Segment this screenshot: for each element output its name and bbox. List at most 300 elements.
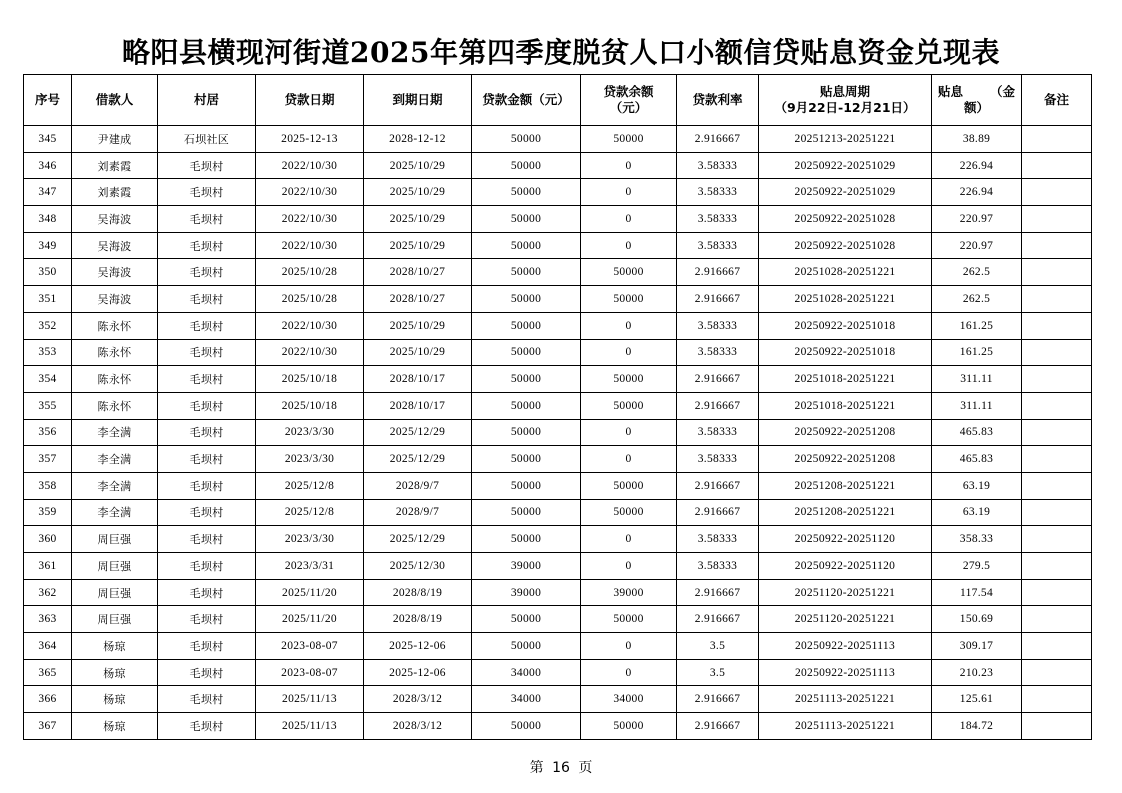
- cell-due-date: 2025/10/29: [364, 232, 472, 259]
- cell-seq: 365: [24, 659, 72, 686]
- cell-due-date: 2025/12/29: [364, 446, 472, 473]
- cell-seq: 359: [24, 499, 72, 526]
- cell-due-date: 2028/10/17: [364, 366, 472, 393]
- cell-balance: 50000: [581, 259, 677, 286]
- cell-loan-amount: 50000: [472, 499, 581, 526]
- cell-village: 毛坝村: [158, 472, 256, 499]
- cell-balance: 50000: [581, 606, 677, 633]
- cell-loan-date: 2022/10/30: [256, 179, 364, 206]
- cell-subsidy: 161.25: [932, 339, 1022, 366]
- cell-village: 毛坝村: [158, 232, 256, 259]
- cell-subsidy: 63.19: [932, 472, 1022, 499]
- cell-balance: 0: [581, 526, 677, 553]
- cell-rate: 3.58333: [677, 206, 759, 233]
- cell-period: 20250922-20251120: [759, 553, 932, 580]
- table-row: [24, 686, 1092, 713]
- cell-subsidy: 161.25: [932, 312, 1022, 339]
- cell-loan-date: 2022/10/30: [256, 232, 364, 259]
- cell-rate: 3.58333: [677, 553, 759, 580]
- table-row: [24, 633, 1092, 660]
- cell-due-date: 2025/10/29: [364, 206, 472, 233]
- table-row: [24, 446, 1092, 473]
- cell-borrower: 杨琼: [72, 633, 158, 660]
- cell-seq: 347: [24, 179, 72, 206]
- cell-village: 毛坝村: [158, 259, 256, 286]
- cell-subsidy: 309.17: [932, 633, 1022, 660]
- cell-remark: [1022, 659, 1092, 686]
- cell-loan-amount: 50000: [472, 339, 581, 366]
- table-row: [24, 232, 1092, 259]
- table-row: [24, 152, 1092, 179]
- cell-borrower: 尹建成: [72, 126, 158, 153]
- cell-remark: [1022, 392, 1092, 419]
- cell-due-date: 2025/10/29: [364, 152, 472, 179]
- cell-seq: 363: [24, 606, 72, 633]
- cell-rate: 3.5: [677, 633, 759, 660]
- cell-loan-date: 2022/10/30: [256, 152, 364, 179]
- cell-remark: [1022, 553, 1092, 580]
- cell-loan-date: 2025/12/8: [256, 499, 364, 526]
- cell-village: 石坝社区: [158, 126, 256, 153]
- header-loan-amount: 贷款金额（元）: [472, 75, 581, 126]
- cell-borrower: 李全满: [72, 446, 158, 473]
- cell-balance: 0: [581, 553, 677, 580]
- cell-seq: 361: [24, 553, 72, 580]
- cell-village: 毛坝村: [158, 206, 256, 233]
- cell-remark: [1022, 312, 1092, 339]
- cell-balance: 0: [581, 312, 677, 339]
- cell-loan-amount: 50000: [472, 366, 581, 393]
- cell-remark: [1022, 713, 1092, 740]
- table-body: [24, 126, 1092, 740]
- cell-remark: [1022, 446, 1092, 473]
- footer-suffix: 页: [578, 760, 593, 776]
- cell-loan-date: 2025/10/28: [256, 259, 364, 286]
- cell-remark: [1022, 472, 1092, 499]
- cell-borrower: 周巨强: [72, 579, 158, 606]
- cell-seq: 351: [24, 286, 72, 313]
- cell-subsidy: 358.33: [932, 526, 1022, 553]
- cell-rate: 2.916667: [677, 392, 759, 419]
- cell-subsidy: 117.54: [932, 579, 1022, 606]
- cell-loan-amount: 50000: [472, 232, 581, 259]
- table-row: [24, 713, 1092, 740]
- cell-rate: 3.58333: [677, 339, 759, 366]
- cell-seq: 362: [24, 579, 72, 606]
- table-row: [24, 126, 1092, 153]
- cell-due-date: 2028/10/27: [364, 286, 472, 313]
- cell-loan-date: 2025/10/18: [256, 366, 364, 393]
- cell-due-date: 2028-12-12: [364, 126, 472, 153]
- table-row: [24, 659, 1092, 686]
- table-row: [24, 366, 1092, 393]
- header-period: [759, 75, 932, 126]
- cell-borrower: 周巨强: [72, 606, 158, 633]
- cell-loan-date: 2025/11/20: [256, 606, 364, 633]
- cell-borrower: 周巨强: [72, 553, 158, 580]
- cell-subsidy: 220.97: [932, 206, 1022, 233]
- cell-loan-amount: 50000: [472, 286, 581, 313]
- cell-seq: 350: [24, 259, 72, 286]
- cell-seq: 355: [24, 392, 72, 419]
- subsidy-table: [23, 74, 1092, 740]
- cell-subsidy: 262.5: [932, 259, 1022, 286]
- cell-rate: 2.916667: [677, 126, 759, 153]
- table-row: [24, 526, 1092, 553]
- cell-rate: 3.5: [677, 659, 759, 686]
- cell-due-date: 2025/12/29: [364, 526, 472, 553]
- cell-borrower: 吴海波: [72, 206, 158, 233]
- header-seq: 序号: [24, 75, 72, 126]
- cell-village: 毛坝村: [158, 606, 256, 633]
- cell-subsidy: 220.97: [932, 232, 1022, 259]
- cell-period: 20250922-20251120: [759, 526, 932, 553]
- cell-balance: 0: [581, 446, 677, 473]
- table-row: [24, 339, 1092, 366]
- cell-balance: 0: [581, 419, 677, 446]
- cell-borrower: 刘素霞: [72, 179, 158, 206]
- cell-village: 毛坝村: [158, 179, 256, 206]
- cell-loan-amount: 50000: [472, 419, 581, 446]
- header-subsidy-line1: [932, 84, 1021, 100]
- cell-borrower: 刘素霞: [72, 152, 158, 179]
- footer-prefix: 第: [529, 760, 544, 776]
- cell-period: 20250922-20251113: [759, 659, 932, 686]
- cell-due-date: 2025-12-06: [364, 659, 472, 686]
- cell-period: 20251113-20251221: [759, 686, 932, 713]
- cell-seq: 358: [24, 472, 72, 499]
- cell-seq: 354: [24, 366, 72, 393]
- cell-loan-date: 2025/11/13: [256, 713, 364, 740]
- cell-loan-amount: 50000: [472, 392, 581, 419]
- header-borrower: 借款人: [72, 75, 158, 126]
- cell-seq: 345: [24, 126, 72, 153]
- cell-balance: 0: [581, 179, 677, 206]
- cell-loan-date: 2023/3/30: [256, 526, 364, 553]
- cell-rate: 2.916667: [677, 579, 759, 606]
- cell-subsidy: 279.5: [932, 553, 1022, 580]
- cell-period: 20250922-20251113: [759, 633, 932, 660]
- cell-remark: [1022, 259, 1092, 286]
- cell-loan-date: 2025/11/20: [256, 579, 364, 606]
- cell-subsidy: 125.61: [932, 686, 1022, 713]
- cell-balance: 50000: [581, 713, 677, 740]
- cell-village: 毛坝村: [158, 392, 256, 419]
- cell-loan-date: 2023-08-07: [256, 659, 364, 686]
- cell-loan-amount: 50000: [472, 633, 581, 660]
- cell-balance: 50000: [581, 286, 677, 313]
- table-row: [24, 179, 1092, 206]
- cell-borrower: 杨琼: [72, 713, 158, 740]
- cell-subsidy: 150.69: [932, 606, 1022, 633]
- cell-period: 20251120-20251221: [759, 606, 932, 633]
- cell-period: 20250922-20251018: [759, 312, 932, 339]
- table-row: [24, 499, 1092, 526]
- cell-loan-date: 2023-08-07: [256, 633, 364, 660]
- cell-borrower: 陈永怀: [72, 366, 158, 393]
- cell-loan-amount: 50000: [472, 152, 581, 179]
- cell-due-date: 2028/10/27: [364, 259, 472, 286]
- page-title: 略阳县横现河街道2025年第四季度脱贫人口小额信贷贴息资金兑现表: [122, 36, 1000, 69]
- cell-borrower: 吴海波: [72, 286, 158, 313]
- cell-subsidy: 311.11: [932, 366, 1022, 393]
- cell-rate: 2.916667: [677, 499, 759, 526]
- table-row: [24, 472, 1092, 499]
- header-village: 村居: [158, 75, 256, 126]
- cell-rate: 2.916667: [677, 606, 759, 633]
- cell-period: 20250922-20251028: [759, 232, 932, 259]
- table-row: [24, 553, 1092, 580]
- cell-loan-date: 2023/3/31: [256, 553, 364, 580]
- cell-subsidy: 63.19: [932, 499, 1022, 526]
- cell-remark: [1022, 286, 1092, 313]
- cell-village: 毛坝村: [158, 659, 256, 686]
- header-subsidy-line2: 额）: [963, 100, 989, 115]
- cell-borrower: 李全满: [72, 472, 158, 499]
- cell-loan-amount: 50000: [472, 126, 581, 153]
- cell-loan-amount: 50000: [472, 312, 581, 339]
- cell-subsidy: 465.83: [932, 446, 1022, 473]
- cell-period: 20250922-20251208: [759, 419, 932, 446]
- cell-rate: 3.58333: [677, 312, 759, 339]
- cell-remark: [1022, 526, 1092, 553]
- cell-borrower: 陈永怀: [72, 392, 158, 419]
- cell-rate: 2.916667: [677, 259, 759, 286]
- cell-balance: 34000: [581, 686, 677, 713]
- cell-period: 20250922-20251028: [759, 206, 932, 233]
- cell-rate: 3.58333: [677, 446, 759, 473]
- cell-village: 毛坝村: [158, 499, 256, 526]
- cell-remark: [1022, 339, 1092, 366]
- cell-village: 毛坝村: [158, 633, 256, 660]
- cell-remark: [1022, 633, 1092, 660]
- cell-rate: 3.58333: [677, 526, 759, 553]
- cell-remark: [1022, 419, 1092, 446]
- cell-loan-amount: 34000: [472, 686, 581, 713]
- cell-due-date: 2025/10/29: [364, 312, 472, 339]
- header-subsidy: [932, 75, 1022, 126]
- cell-village: 毛坝村: [158, 339, 256, 366]
- cell-due-date: 2025/10/29: [364, 179, 472, 206]
- cell-loan-amount: 50000: [472, 606, 581, 633]
- cell-village: 毛坝村: [158, 366, 256, 393]
- cell-borrower: 陈永怀: [72, 312, 158, 339]
- cell-remark: [1022, 179, 1092, 206]
- table-row: [24, 392, 1092, 419]
- cell-balance: 50000: [581, 499, 677, 526]
- cell-borrower: 李全满: [72, 419, 158, 446]
- cell-due-date: 2025/12/29: [364, 419, 472, 446]
- cell-period: 20251113-20251221: [759, 713, 932, 740]
- cell-balance: 50000: [581, 472, 677, 499]
- cell-borrower: 李全满: [72, 499, 158, 526]
- cell-rate: 2.916667: [677, 713, 759, 740]
- cell-period: 20251018-20251221: [759, 366, 932, 393]
- cell-remark: [1022, 579, 1092, 606]
- header-due-date: 到期日期: [364, 75, 472, 126]
- cell-rate: 3.58333: [677, 232, 759, 259]
- cell-borrower: 周巨强: [72, 526, 158, 553]
- cell-due-date: 2028/9/7: [364, 472, 472, 499]
- cell-due-date: 2028/10/17: [364, 392, 472, 419]
- cell-loan-date: 2025/10/18: [256, 392, 364, 419]
- cell-rate: 3.58333: [677, 152, 759, 179]
- table-row: [24, 419, 1092, 446]
- cell-village: 毛坝村: [158, 526, 256, 553]
- cell-subsidy: 311.11: [932, 392, 1022, 419]
- cell-seq: 360: [24, 526, 72, 553]
- cell-village: 毛坝村: [158, 446, 256, 473]
- cell-subsidy: 184.72: [932, 713, 1022, 740]
- header-loan-date: 贷款日期: [256, 75, 364, 126]
- table-row: [24, 312, 1092, 339]
- cell-loan-amount: 50000: [472, 259, 581, 286]
- cell-subsidy: 262.5: [932, 286, 1022, 313]
- cell-loan-amount: 50000: [472, 206, 581, 233]
- cell-loan-amount: 50000: [472, 526, 581, 553]
- cell-subsidy: 226.94: [932, 179, 1022, 206]
- cell-rate: 3.58333: [677, 179, 759, 206]
- cell-balance: 50000: [581, 126, 677, 153]
- table-row: [24, 606, 1092, 633]
- cell-seq: 357: [24, 446, 72, 473]
- header-period-range: （9月22日-12月21日）: [774, 100, 916, 115]
- cell-loan-amount: 50000: [472, 179, 581, 206]
- cell-rate: 2.916667: [677, 286, 759, 313]
- cell-balance: 39000: [581, 579, 677, 606]
- cell-period: 20250922-20251018: [759, 339, 932, 366]
- cell-village: 毛坝村: [158, 286, 256, 313]
- cell-seq: 356: [24, 419, 72, 446]
- cell-remark: [1022, 499, 1092, 526]
- cell-loan-date: 2025/10/28: [256, 286, 364, 313]
- cell-balance: 0: [581, 659, 677, 686]
- cell-village: 毛坝村: [158, 312, 256, 339]
- cell-loan-date: 2022/10/30: [256, 206, 364, 233]
- cell-due-date: 2028/3/12: [364, 686, 472, 713]
- cell-seq: 346: [24, 152, 72, 179]
- cell-remark: [1022, 606, 1092, 633]
- table-row: [24, 579, 1092, 606]
- table-row: [24, 286, 1092, 313]
- cell-seq: 364: [24, 633, 72, 660]
- cell-period: 20250922-20251029: [759, 152, 932, 179]
- cell-remark: [1022, 366, 1092, 393]
- header-rate: 贷款利率: [677, 75, 759, 126]
- header-subsidy-left: 贴息: [938, 84, 964, 99]
- cell-loan-date: 2022/10/30: [256, 312, 364, 339]
- cell-rate: 3.58333: [677, 419, 759, 446]
- cell-borrower: 杨琼: [72, 686, 158, 713]
- header-balance: 贷款余额（元）: [581, 75, 677, 126]
- header-subsidy-right: （金: [989, 84, 1015, 99]
- cell-rate: 2.916667: [677, 472, 759, 499]
- cell-period: 20251028-20251221: [759, 259, 932, 286]
- cell-due-date: 2025/12/30: [364, 553, 472, 580]
- cell-village: 毛坝村: [158, 713, 256, 740]
- cell-borrower: 吴海波: [72, 232, 158, 259]
- cell-subsidy: 210.23: [932, 659, 1022, 686]
- table-header: [24, 75, 1092, 126]
- header-period-title: 贴息周期: [819, 84, 870, 99]
- cell-loan-date: 2022/10/30: [256, 339, 364, 366]
- cell-borrower: 吴海波: [72, 259, 158, 286]
- cell-loan-amount: 39000: [472, 553, 581, 580]
- cell-period: 20251213-20251221: [759, 126, 932, 153]
- cell-loan-amount: 50000: [472, 472, 581, 499]
- cell-due-date: 2028/8/19: [364, 579, 472, 606]
- cell-loan-amount: 39000: [472, 579, 581, 606]
- cell-period: 20250922-20251029: [759, 179, 932, 206]
- cell-period: 20250922-20251208: [759, 446, 932, 473]
- cell-balance: 50000: [581, 392, 677, 419]
- cell-village: 毛坝村: [158, 419, 256, 446]
- header-remarks: 备注: [1022, 75, 1092, 126]
- page-number: 16: [552, 760, 570, 776]
- cell-loan-date: 2025/11/13: [256, 686, 364, 713]
- cell-due-date: 2025/10/29: [364, 339, 472, 366]
- cell-loan-date: 2025/12/8: [256, 472, 364, 499]
- cell-rate: 2.916667: [677, 366, 759, 393]
- cell-loan-amount: 50000: [472, 713, 581, 740]
- cell-borrower: 陈永怀: [72, 339, 158, 366]
- cell-due-date: 2028/8/19: [364, 606, 472, 633]
- cell-subsidy: 465.83: [932, 419, 1022, 446]
- table-row: [24, 206, 1092, 233]
- cell-remark: [1022, 152, 1092, 179]
- cell-loan-date: 2023/3/30: [256, 446, 364, 473]
- cell-seq: 353: [24, 339, 72, 366]
- cell-borrower: 杨琼: [72, 659, 158, 686]
- cell-remark: [1022, 686, 1092, 713]
- cell-village: 毛坝村: [158, 553, 256, 580]
- table-row: [24, 259, 1092, 286]
- cell-loan-date: 2025-12-13: [256, 126, 364, 153]
- cell-remark: [1022, 126, 1092, 153]
- cell-village: 毛坝村: [158, 152, 256, 179]
- cell-balance: 0: [581, 152, 677, 179]
- cell-remark: [1022, 206, 1092, 233]
- cell-period: 20251018-20251221: [759, 392, 932, 419]
- cell-subsidy: 226.94: [932, 152, 1022, 179]
- cell-loan-date: 2023/3/30: [256, 419, 364, 446]
- cell-period: 20251208-20251221: [759, 472, 932, 499]
- cell-period: 20251120-20251221: [759, 579, 932, 606]
- cell-village: 毛坝村: [158, 686, 256, 713]
- cell-remark: [1022, 232, 1092, 259]
- cell-subsidy: 38.89: [932, 126, 1022, 153]
- cell-seq: 366: [24, 686, 72, 713]
- cell-balance: 0: [581, 206, 677, 233]
- cell-balance: 50000: [581, 366, 677, 393]
- cell-seq: 349: [24, 232, 72, 259]
- cell-period: 20251208-20251221: [759, 499, 932, 526]
- cell-period: 20251028-20251221: [759, 286, 932, 313]
- cell-due-date: 2028/9/7: [364, 499, 472, 526]
- cell-balance: 0: [581, 232, 677, 259]
- cell-seq: 348: [24, 206, 72, 233]
- page-footer: [0, 757, 1122, 777]
- cell-loan-amount: 50000: [472, 446, 581, 473]
- cell-seq: 367: [24, 713, 72, 740]
- cell-balance: 0: [581, 339, 677, 366]
- cell-loan-amount: 34000: [472, 659, 581, 686]
- cell-seq: 352: [24, 312, 72, 339]
- cell-due-date: 2025-12-06: [364, 633, 472, 660]
- cell-village: 毛坝村: [158, 579, 256, 606]
- cell-rate: 2.916667: [677, 686, 759, 713]
- cell-due-date: 2028/3/12: [364, 713, 472, 740]
